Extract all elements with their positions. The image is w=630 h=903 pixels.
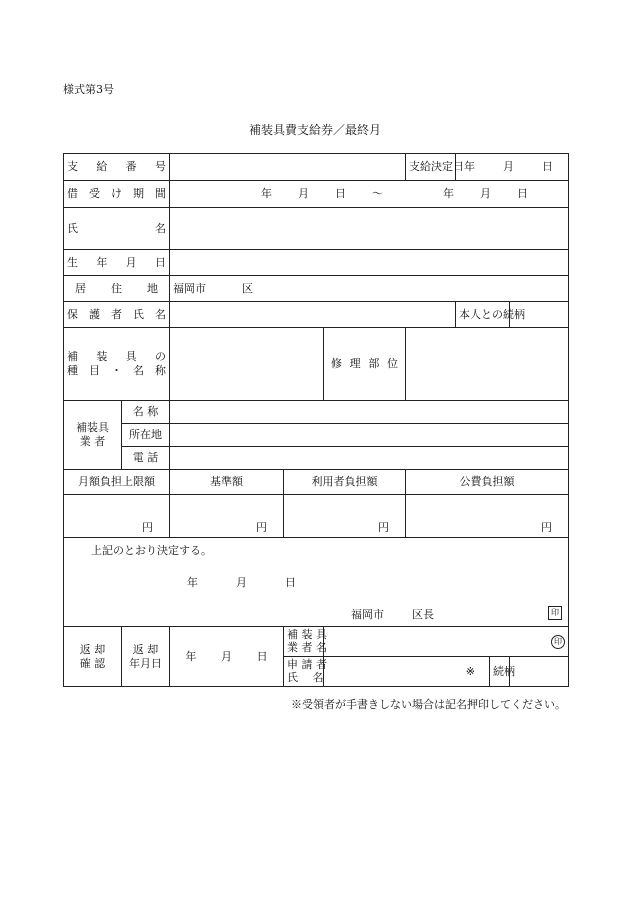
form-title: 補装具費支給券／最終月 — [248, 123, 381, 137]
label-char: 期 — [133, 187, 144, 201]
label-char: 住 — [111, 281, 122, 295]
field-gyosha-meisho[interactable] — [170, 401, 569, 424]
label-shikyu-kettei-bi: 支給決定日 — [406, 154, 456, 181]
label-henkyaku-nengappi: 返 却 年月日 — [122, 627, 170, 687]
label-char: 生 — [67, 255, 78, 269]
header-gekkaku-futan: 月額負担上限額 — [64, 470, 170, 495]
row-decision — [64, 538, 569, 627]
decision-statement: 上記のとおり決定する。 — [91, 544, 212, 557]
field-shikyu-kettei-bi[interactable]: 年 月 日 — [456, 154, 569, 181]
label-char: 日 — [154, 255, 166, 269]
row-shikyu-bango — [64, 154, 569, 181]
label-char: 号 — [154, 160, 166, 174]
field-shinseisha-shimei[interactable] — [324, 657, 490, 687]
label-char: 部 — [368, 357, 380, 371]
field-kyojuchi[interactable]: 福岡市 区 — [170, 276, 569, 302]
label-shozaichi: 所在地 — [122, 424, 170, 447]
field-henkyaku-nengappi[interactable]: 年 月 日 — [170, 627, 284, 687]
label-char: 装 — [96, 350, 108, 364]
label-char: 給 — [96, 160, 108, 174]
kome-mark: ※ — [465, 664, 476, 678]
label-char: 受 — [89, 187, 100, 201]
label-hosogu-gyoshamei: 補 装 具 業 者 名 — [284, 627, 324, 657]
field-shikyu-bango[interactable] — [170, 154, 406, 181]
field-kariuke-kikan[interactable]: 年 月 日 〜 年 月 日 — [170, 181, 569, 208]
mayor-seal-icon: 印 — [548, 606, 562, 620]
row-gyosha-meisho — [64, 401, 569, 424]
label-hogosha-shimei — [64, 302, 170, 328]
label-char: 護 — [89, 307, 100, 321]
label-shikyu-bango — [64, 154, 170, 181]
label-char: 年 — [96, 255, 108, 269]
field-gekkaku-futan[interactable]: 円 — [64, 495, 170, 538]
row-hosogu — [64, 328, 569, 401]
label-shuri-bui — [324, 328, 406, 401]
label-seinengappi — [64, 250, 170, 276]
label-char: 居 — [75, 281, 86, 295]
row-amounts — [64, 495, 569, 538]
field-hosogu-shumoku[interactable] — [170, 328, 324, 401]
label-shinseisha-shimei: 申 請 者 氏 名 — [284, 657, 324, 687]
label-char: 位 — [387, 357, 399, 371]
label-char: 借 — [67, 187, 78, 201]
header-kohi-futan: 公費負担額 — [406, 470, 569, 495]
label-char: 具 — [125, 350, 137, 364]
label-char: の — [154, 350, 166, 364]
label-char: 称 — [155, 364, 166, 377]
field-shimei[interactable] — [170, 208, 569, 250]
row-hogosha — [64, 302, 569, 328]
field-hogosha-shimei[interactable] — [170, 302, 456, 328]
field-zokugara[interactable] — [510, 657, 569, 687]
label-char: 理 — [349, 357, 361, 371]
label-char: ・ — [111, 364, 122, 377]
header-riyosha-futan: 利用者負担額 — [284, 470, 406, 495]
label-char: 名 — [133, 364, 144, 377]
field-shuri-bui[interactable] — [406, 328, 569, 401]
label-char: 名 — [155, 221, 166, 235]
row-kariuke-kikan — [64, 181, 569, 208]
mayor-signature: 福岡市 区長 — [351, 608, 434, 621]
row-gyosha-denwa — [64, 447, 569, 470]
label-zokugara: 続柄 — [490, 657, 510, 687]
form-number: 様式第3号 — [63, 83, 114, 96]
field-gyosha-denwa[interactable] — [170, 447, 569, 470]
label-char: 間 — [155, 187, 166, 201]
field-riyosha-futan[interactable]: 円 — [284, 495, 406, 538]
label-henkyaku-kakunin: 返 却 確 認 — [64, 627, 122, 687]
label-char: 目 — [89, 364, 100, 377]
row-kyojuchi — [64, 276, 569, 302]
label-hosogu-shumoku — [64, 328, 170, 401]
label-char: 修 — [331, 357, 342, 371]
field-kijungaku[interactable]: 円 — [170, 495, 284, 538]
label-honnin-zokugara: 本人との続柄 — [456, 302, 510, 328]
label-char: 月 — [125, 255, 137, 269]
label-char: 番 — [125, 160, 137, 174]
header-kijungaku: 基準額 — [170, 470, 284, 495]
label-char: 氏 — [133, 307, 144, 321]
label-char: 地 — [147, 281, 158, 295]
row-seinengappi — [64, 250, 569, 276]
label-meisho: 名 称 — [122, 401, 170, 424]
footer-note: ※受領者が手書きしない場合は記名押印してください。 — [291, 698, 566, 711]
label-char: 支 — [67, 160, 78, 174]
label-kariuke-kikan — [64, 181, 170, 208]
row-gyosha-shozaichi — [64, 424, 569, 447]
label-char: 氏 — [67, 221, 78, 235]
label-denwa: 電 話 — [122, 447, 170, 470]
field-gyosha-shozaichi[interactable] — [170, 424, 569, 447]
label-char: 名 — [155, 307, 166, 321]
label-shimei — [64, 208, 170, 250]
field-hosogu-gyoshamei[interactable] — [324, 627, 569, 657]
label-kyojuchi — [64, 276, 170, 302]
decision-block — [64, 538, 569, 627]
gyosha-seal-icon: 印 — [551, 635, 565, 649]
decision-date[interactable]: 年 月 日 — [187, 576, 296, 589]
label-char: 補 — [67, 350, 78, 364]
row-return-1 — [64, 627, 569, 657]
label-char: 者 — [111, 307, 122, 321]
row-amount-headers — [64, 470, 569, 495]
row-shimei — [64, 208, 569, 250]
label-gyosha: 補装具 業 者 — [64, 401, 122, 470]
label-char: 保 — [67, 307, 78, 321]
field-kohi-futan[interactable]: 円 — [406, 495, 569, 538]
label-char: 種 — [67, 364, 78, 377]
voucher-form-table — [63, 153, 569, 687]
label-char: け — [111, 187, 122, 201]
field-seinengappi[interactable] — [170, 250, 569, 276]
